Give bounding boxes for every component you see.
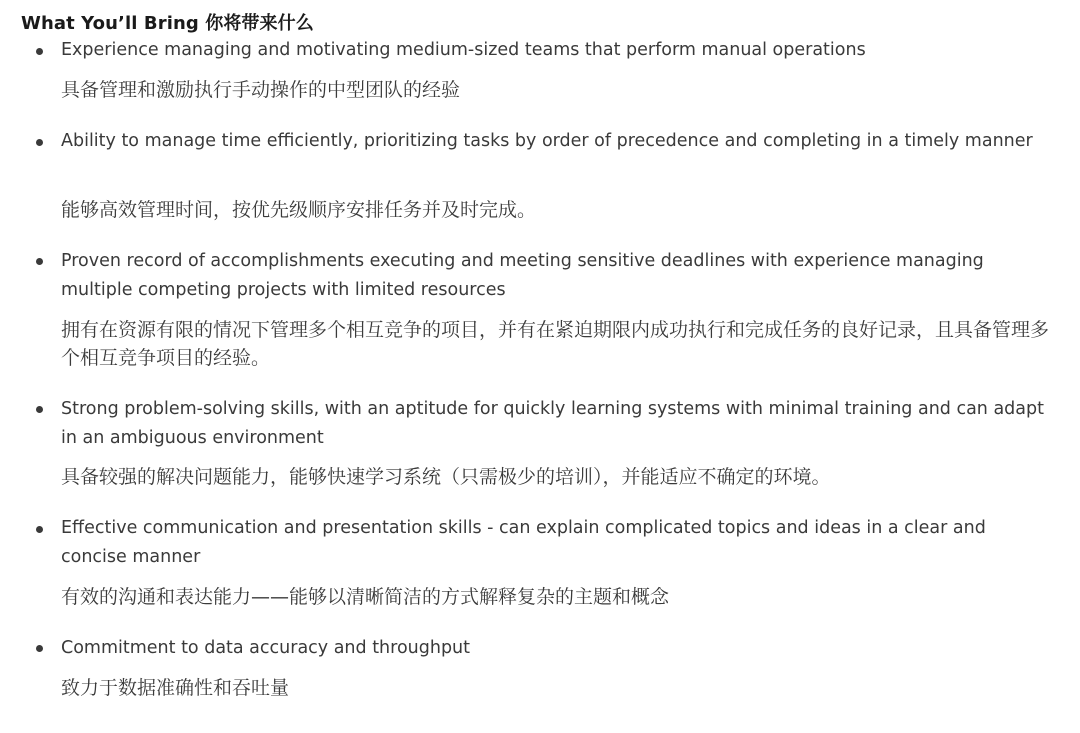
item-text-en: Strong problem-solving skills, with an aptitude for quickly learning systems with minimal training and can adapt in an ambiguous environment [61, 399, 1044, 448]
item-text-en: Ability to manage time efficiently, prioritizing tasks by order of precedence and completing in a timely manner [61, 131, 1033, 151]
item-text-zh: 致力于数据准确性和吞吐量 [61, 677, 290, 699]
item-text-en: Experience managing and motivating medium-sized teams that perform manual operations [61, 40, 866, 60]
bullet-icon [36, 139, 43, 146]
item-text-en: Proven record of accomplishments executing and meeting sensitive deadlines with experience managing multiple competing projects with limited resources [61, 251, 984, 300]
bullet-icon [36, 406, 43, 413]
item-text-zh: 拥有在资源有限的情况下管理多个相互竞争的项目，并有在紧迫期限内成功执行和完成任务的良好记录，且具备管理多个相互竞争项目的经验。 [61, 319, 1050, 369]
bullet-icon [36, 48, 43, 55]
item-text-zh: 具备较强的解决问题能力，能够快速学习系统（只需极少的培训），并能适应不确定的环境。 [61, 466, 831, 488]
bullet-icon [36, 645, 43, 652]
bullet-icon [36, 258, 43, 265]
bullet-icon [36, 526, 43, 533]
item-text-zh: 具备管理和激励执行手动操作的中型团队的经验 [61, 79, 461, 101]
item-text-en: Commitment to data accuracy and throughput [61, 638, 471, 658]
section-title: What You’ll Bring 你将带来什么 [21, 13, 314, 34]
item-text-zh: 能够高效管理时间，按优先级顺序安排任务并及时完成。 [61, 199, 537, 221]
item-text-en: Effective communication and presentation skills - can explain complicated topics and ideas in a clear and concise manner [61, 518, 986, 567]
item-text-zh: 有效的沟通和表达能力——能够以清晰简洁的方式解释复杂的主题和概念 [61, 586, 670, 608]
